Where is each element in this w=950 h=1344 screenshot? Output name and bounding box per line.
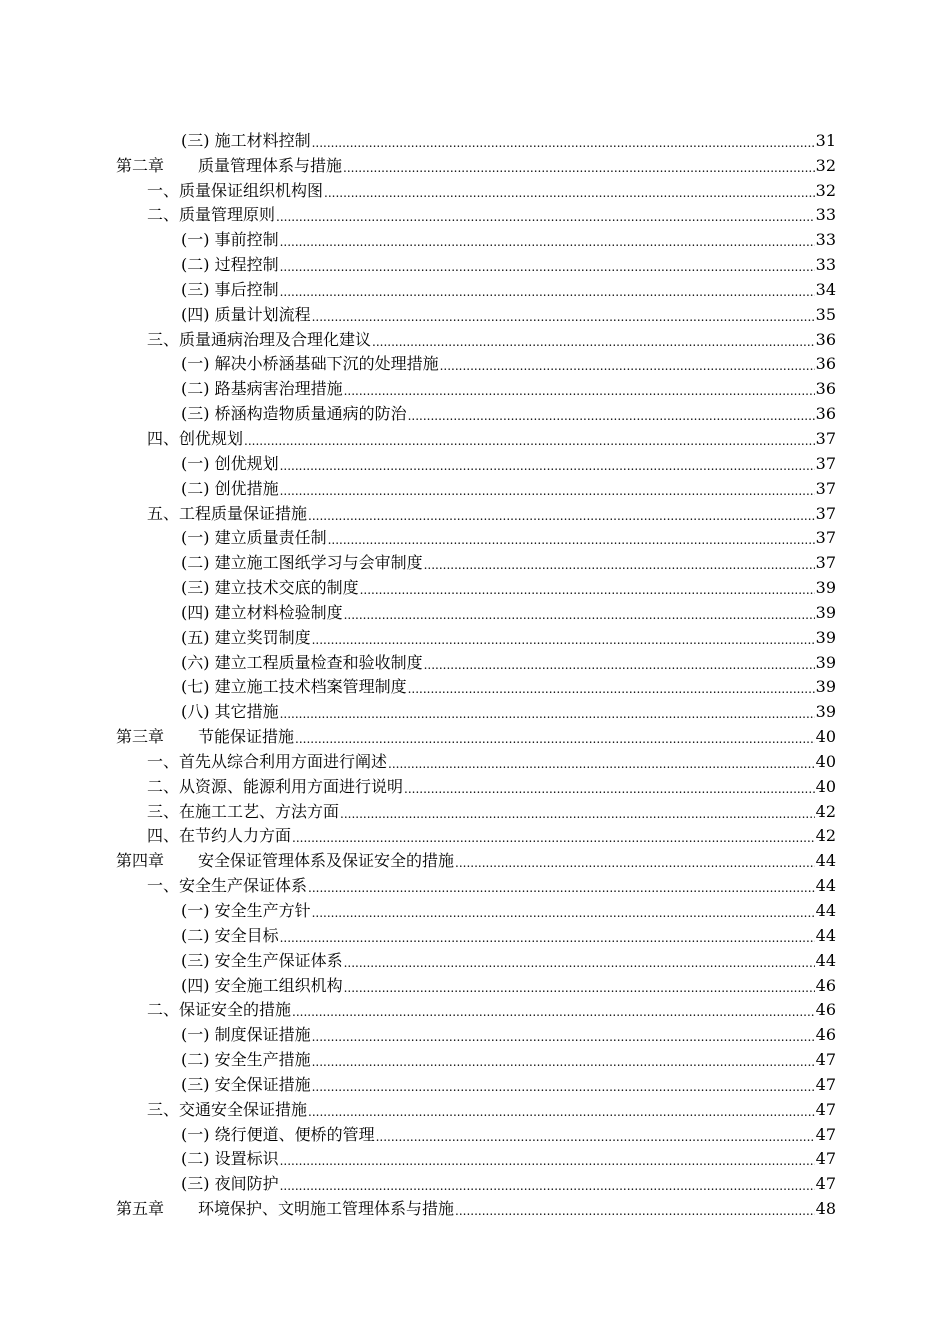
toc-dot-leader xyxy=(343,160,815,176)
toc-entry-label: 二、从资源、能源利用方面进行说明 xyxy=(147,776,404,796)
toc-dot-leader xyxy=(280,930,815,946)
toc-entry[interactable] xyxy=(0,201,950,226)
toc-entry-title xyxy=(181,379,343,399)
toc-page-number: 46 xyxy=(815,1000,836,1020)
toc-entry-title xyxy=(181,1075,311,1095)
toc-chapter-entry[interactable] xyxy=(0,722,950,747)
toc-entry-label: 质量管理体系与措施 xyxy=(198,155,343,175)
toc-entry-title xyxy=(181,653,423,673)
toc-entry[interactable] xyxy=(0,747,950,772)
toc-page-number: 33 xyxy=(815,255,836,275)
toc-entry-title xyxy=(181,528,327,548)
toc-entry[interactable] xyxy=(0,275,950,300)
table-of-contents xyxy=(0,126,950,1219)
toc-entry-title xyxy=(147,1000,291,1020)
toc-chapter-entry[interactable] xyxy=(0,1194,950,1219)
toc-entry[interactable] xyxy=(0,996,950,1021)
toc-entry[interactable] xyxy=(0,1020,950,1045)
toc-dot-leader xyxy=(292,830,815,846)
toc-entry-label: (一) 事前控制 xyxy=(181,230,279,250)
toc-entry-title xyxy=(181,1050,311,1070)
toc-entry-label: (三) 夜间防护 xyxy=(181,1174,279,1194)
toc-entry[interactable] xyxy=(0,225,950,250)
toc-entry-label: 三、质量通病治理及合理化建议 xyxy=(147,329,372,349)
toc-dot-leader xyxy=(312,1054,815,1070)
toc-entry-title xyxy=(147,826,291,846)
toc-page-number: 47 xyxy=(815,1099,836,1119)
toc-entry-title xyxy=(147,876,307,896)
toc-chapter-number: 第二章 xyxy=(116,155,165,175)
toc-entry-label: 一、首先从综合利用方面进行阐述 xyxy=(147,751,388,771)
toc-entry[interactable] xyxy=(0,673,950,698)
toc-entry-label: (二) 安全目标 xyxy=(181,925,279,945)
toc-dot-leader xyxy=(408,681,815,697)
toc-entry-title xyxy=(116,1199,454,1219)
toc-entry-label: (三) 桥涵构造物质量通病的防治 xyxy=(181,404,407,424)
toc-entry-title xyxy=(147,752,387,772)
toc-entry-title xyxy=(181,305,311,325)
toc-entry-title xyxy=(181,1174,279,1194)
toc-entry[interactable] xyxy=(0,971,950,996)
toc-entry-label: (一) 创优规划 xyxy=(181,453,279,473)
toc-entry[interactable] xyxy=(0,1045,950,1070)
toc-dot-leader xyxy=(280,706,815,722)
toc-dot-leader xyxy=(455,1203,815,1219)
toc-dot-leader xyxy=(280,483,815,499)
toc-page-number: 44 xyxy=(815,851,836,871)
toc-entry[interactable] xyxy=(0,176,950,201)
toc-page-number: 33 xyxy=(815,230,836,250)
toc-page-number: 36 xyxy=(815,379,836,399)
toc-entry-label: 节能保证措施 xyxy=(198,727,295,747)
toc-page-number: 48 xyxy=(815,1199,836,1219)
toc-entry-title xyxy=(181,628,311,648)
toc-entry-title xyxy=(181,926,279,946)
toc-entry[interactable] xyxy=(0,548,950,573)
toc-entry-label: (二) 建立施工图纸学习与会审制度 xyxy=(181,553,423,573)
toc-dot-leader xyxy=(324,185,815,201)
toc-entry-label: (二) 过程控制 xyxy=(181,255,279,275)
toc-entry-title xyxy=(181,354,439,374)
toc-entry[interactable] xyxy=(0,250,950,275)
toc-page-number: 37 xyxy=(815,453,836,473)
toc-page-number: 44 xyxy=(815,901,836,920)
toc-page-number: 47 xyxy=(815,1149,836,1169)
toc-chapter-entry[interactable] xyxy=(0,846,950,871)
toc-dot-leader xyxy=(424,657,815,673)
toc-dot-leader xyxy=(328,532,815,548)
toc-entry-title xyxy=(181,131,311,151)
toc-chapter-entry[interactable] xyxy=(0,151,950,176)
toc-entry[interactable] xyxy=(0,424,950,449)
toc-chapter-number: 第三章 xyxy=(116,727,165,747)
toc-entry-label: 二、保证安全的措施 xyxy=(147,1000,292,1020)
toc-entry-title xyxy=(147,777,403,797)
toc-page-number: 40 xyxy=(815,751,836,771)
toc-dot-leader xyxy=(280,284,815,300)
toc-page-number: 32 xyxy=(815,180,836,200)
toc-dot-leader xyxy=(312,632,815,648)
toc-entry-label: (四) 建立材料检验制度 xyxy=(181,602,343,622)
toc-entry-title xyxy=(181,454,279,474)
toc-dot-leader xyxy=(312,135,815,151)
toc-page-number: 42 xyxy=(815,826,836,846)
toc-entry-label: (一) 解决小桥涵基础下沉的处理措施 xyxy=(181,354,439,374)
toc-entry-label: (三) 事后控制 xyxy=(181,279,279,299)
toc-page-number: 46 xyxy=(815,1025,836,1045)
toc-entry-title xyxy=(181,578,359,598)
toc-entry-label: (八) 其它措施 xyxy=(181,702,279,722)
toc-entry-title xyxy=(181,553,423,573)
toc-dot-leader xyxy=(312,905,815,921)
toc-entry-label: 环境保护、文明施工管理体系与措施 xyxy=(198,1199,455,1219)
toc-entry-label: (一) 建立质量责任制 xyxy=(181,528,327,548)
toc-dot-leader xyxy=(312,309,815,325)
toc-page-number: 39 xyxy=(815,627,836,647)
toc-entry-label: (一) 绕行便道、便桥的管理 xyxy=(181,1124,375,1144)
toc-entry-label: 安全保证管理体系及保证安全的措施 xyxy=(198,851,455,871)
toc-page-number: 37 xyxy=(815,478,836,498)
toc-entry[interactable] xyxy=(0,474,950,499)
toc-dot-leader xyxy=(376,1129,815,1145)
toc-entry-label: (七) 建立施工技术档案管理制度 xyxy=(181,677,407,697)
toc-entry-title xyxy=(181,603,343,623)
toc-entry-label: (三) 施工材料控制 xyxy=(181,130,311,150)
toc-entry-title xyxy=(116,727,294,747)
toc-page-number: 47 xyxy=(815,1174,836,1194)
toc-entry-label: 四、在节约人力方面 xyxy=(147,826,292,846)
toc-dot-leader xyxy=(312,1079,815,1095)
toc-entry[interactable] xyxy=(0,1095,950,1120)
toc-entry[interactable] xyxy=(0,797,950,822)
toc-entry-label: (一) 安全生产方针 xyxy=(181,901,311,920)
toc-entry-title xyxy=(181,677,407,697)
toc-entry[interactable] xyxy=(0,499,950,524)
toc-page-number: 40 xyxy=(815,727,836,747)
toc-entry-label: 一、质量保证组织机构图 xyxy=(147,180,324,200)
toc-dot-leader xyxy=(280,259,815,275)
toc-dot-leader xyxy=(440,358,815,374)
toc-page-number: 39 xyxy=(815,578,836,598)
toc-page-number: 47 xyxy=(815,1124,836,1144)
toc-entry[interactable] xyxy=(0,896,950,921)
toc-entry-label: 三、交通安全保证措施 xyxy=(147,1099,308,1119)
toc-entry-title xyxy=(147,429,243,449)
toc-page-number: 44 xyxy=(815,876,836,896)
toc-entry-title xyxy=(181,404,407,424)
toc-page-number: 33 xyxy=(815,205,836,225)
toc-entry-label: (二) 设置标识 xyxy=(181,1149,279,1169)
toc-entry-label: (四) 安全施工组织机构 xyxy=(181,975,343,995)
toc-dot-leader xyxy=(340,806,815,822)
toc-page-number: 46 xyxy=(815,975,836,995)
toc-page-number: 39 xyxy=(815,677,836,697)
toc-entry[interactable] xyxy=(0,623,950,648)
toc-dot-leader xyxy=(295,731,815,747)
toc-dot-leader xyxy=(344,955,815,971)
toc-page-number: 40 xyxy=(815,776,836,796)
toc-entry[interactable] xyxy=(0,598,950,623)
toc-dot-leader xyxy=(280,234,815,250)
toc-page-number: 47 xyxy=(815,1050,836,1070)
toc-page-number: 44 xyxy=(815,925,836,945)
toc-dot-leader xyxy=(276,209,815,225)
toc-entry[interactable] xyxy=(0,871,950,896)
toc-entry[interactable] xyxy=(0,1145,950,1170)
toc-entry[interactable] xyxy=(0,1169,950,1194)
toc-entry-label: (二) 安全生产措施 xyxy=(181,1050,311,1070)
toc-dot-leader xyxy=(280,1178,815,1194)
toc-entry-title xyxy=(116,851,454,871)
toc-page-number: 36 xyxy=(815,404,836,424)
toc-entry-title xyxy=(147,181,323,201)
toc-dot-leader xyxy=(344,980,815,996)
toc-entry-title xyxy=(181,479,279,499)
toc-page-number: 36 xyxy=(815,329,836,349)
toc-dot-leader xyxy=(244,433,815,449)
toc-entry-title xyxy=(181,280,279,300)
toc-entry[interactable] xyxy=(0,822,950,847)
toc-dot-leader xyxy=(344,607,815,623)
toc-entry-label: (三) 安全生产保证体系 xyxy=(181,950,343,970)
toc-entry-label: (三) 安全保证措施 xyxy=(181,1074,311,1094)
toc-page-number: 35 xyxy=(815,304,836,324)
toc-dot-leader xyxy=(372,334,815,350)
toc-entry-label: 三、在施工工艺、方法方面 xyxy=(147,801,340,821)
toc-chapter-number: 第四章 xyxy=(116,851,165,871)
toc-entry[interactable] xyxy=(0,449,950,474)
toc-entry-title xyxy=(147,205,275,225)
toc-entry-label: (四) 质量计划流程 xyxy=(181,304,311,324)
toc-entry-title xyxy=(116,156,342,176)
toc-entry-title xyxy=(181,1025,311,1045)
toc-entry[interactable] xyxy=(0,524,950,549)
toc-page-number: 34 xyxy=(815,279,836,299)
toc-page-number: 47 xyxy=(815,1074,836,1094)
toc-entry-title xyxy=(147,330,371,350)
toc-entry[interactable] xyxy=(0,697,950,722)
toc-entry-title xyxy=(181,255,279,275)
toc-dot-leader xyxy=(280,1153,815,1169)
toc-dot-leader xyxy=(308,508,815,524)
toc-entry[interactable] xyxy=(0,399,950,424)
toc-page-number: 42 xyxy=(815,801,836,821)
toc-entry[interactable] xyxy=(0,300,950,325)
toc-entry-title xyxy=(181,976,343,996)
toc-dot-leader xyxy=(308,880,815,896)
toc-dot-leader xyxy=(388,756,815,772)
toc-page-number: 36 xyxy=(815,354,836,374)
toc-chapter-number: 第五章 xyxy=(116,1199,165,1219)
toc-entry-label: 四、创优规划 xyxy=(147,428,244,448)
toc-page-number: 37 xyxy=(815,528,836,548)
toc-entry-label: 五、工程质量保证措施 xyxy=(147,503,308,523)
toc-entry-label: (三) 建立技术交底的制度 xyxy=(181,578,359,598)
toc-entry-title xyxy=(181,1149,279,1169)
toc-dot-leader xyxy=(308,1104,815,1120)
toc-page-number: 39 xyxy=(815,652,836,672)
toc-entry[interactable] xyxy=(0,350,950,375)
toc-entry[interactable] xyxy=(0,946,950,971)
toc-entry[interactable] xyxy=(0,126,950,151)
toc-dot-leader xyxy=(344,383,815,399)
toc-entry-label: (二) 创优措施 xyxy=(181,478,279,498)
toc-dot-leader xyxy=(404,781,815,797)
toc-entry-label: 二、质量管理原则 xyxy=(147,205,276,225)
toc-page-number: 37 xyxy=(815,428,836,448)
toc-entry-title xyxy=(147,504,307,524)
toc-entry-label: (六) 建立工程质量检查和验收制度 xyxy=(181,652,423,672)
toc-entry[interactable] xyxy=(0,648,950,673)
toc-entry[interactable] xyxy=(0,772,950,797)
toc-dot-leader xyxy=(280,458,815,474)
toc-entry-title xyxy=(147,802,339,822)
toc-entry-label: (五) 建立奖罚制度 xyxy=(181,627,311,647)
toc-entry-label: (二) 路基病害治理措施 xyxy=(181,379,343,399)
toc-entry[interactable] xyxy=(0,1120,950,1145)
toc-entry-title xyxy=(181,901,311,921)
toc-entry[interactable] xyxy=(0,374,950,399)
toc-page-number: 37 xyxy=(815,553,836,573)
toc-entry[interactable] xyxy=(0,325,950,350)
toc-dot-leader xyxy=(360,582,815,598)
toc-entry[interactable] xyxy=(0,1070,950,1095)
toc-entry-title xyxy=(181,230,279,250)
toc-dot-leader xyxy=(455,855,815,871)
toc-dot-leader xyxy=(424,557,815,573)
toc-dot-leader xyxy=(292,1004,815,1020)
toc-entry-title xyxy=(147,1100,307,1120)
toc-page-number: 39 xyxy=(815,702,836,722)
toc-page-number: 31 xyxy=(815,130,836,150)
toc-dot-leader xyxy=(312,1029,815,1045)
toc-entry-title xyxy=(181,702,279,722)
toc-entry[interactable] xyxy=(0,573,950,598)
toc-entry-label: 一、安全生产保证体系 xyxy=(147,876,308,896)
toc-entry-title xyxy=(181,951,343,971)
toc-page-number: 37 xyxy=(815,503,836,523)
toc-page-number: 44 xyxy=(815,950,836,970)
toc-page-number: 32 xyxy=(815,155,836,175)
toc-entry[interactable] xyxy=(0,921,950,946)
toc-entry-label: (一) 制度保证措施 xyxy=(181,1025,311,1045)
toc-entry-title xyxy=(181,1125,375,1145)
toc-page-number: 39 xyxy=(815,602,836,622)
toc-dot-leader xyxy=(408,408,815,424)
